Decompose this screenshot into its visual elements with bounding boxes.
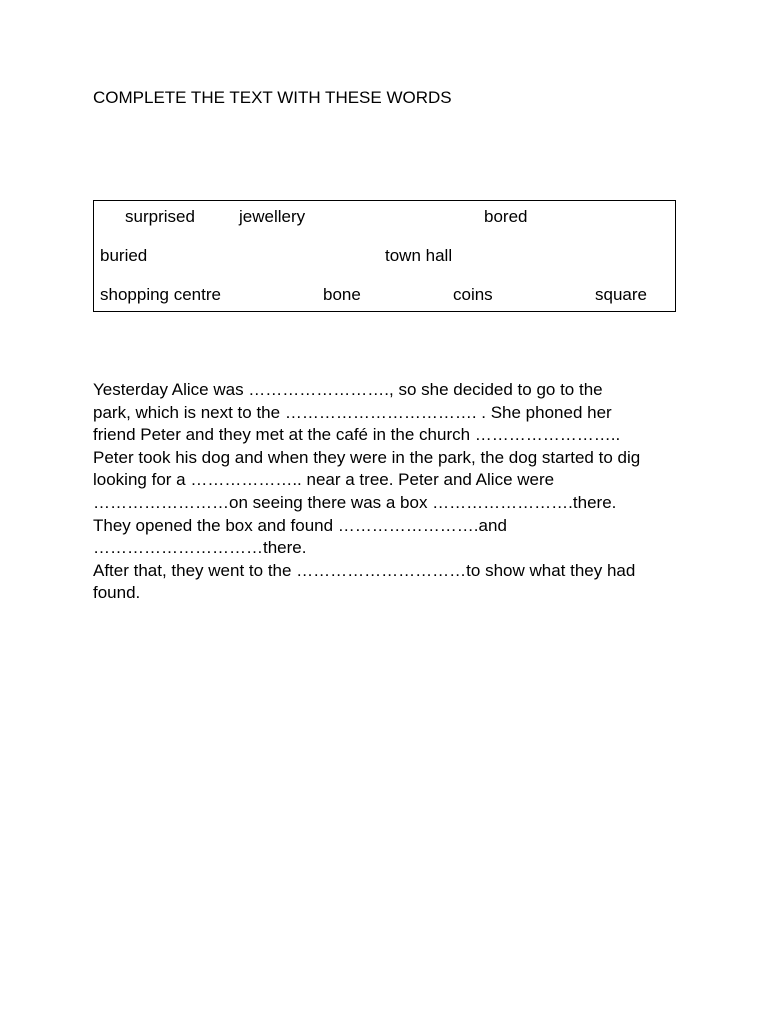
word-bank-item: coins <box>453 285 493 304</box>
passage-line: park, which is next to the ……………………………. . She phoned her <box>93 402 612 422</box>
passage-line: Yesterday Alice was ……………………., so she decided to go to the <box>93 380 603 399</box>
passage-line: found. <box>93 583 141 603</box>
word-bank-item: shopping centre <box>100 285 221 304</box>
word-bank-item: jewellery <box>239 207 306 226</box>
page-title: COMPLETE THE TEXT WITH THESE WORDS <box>93 88 452 107</box>
passage-line: They opened the box and found …………………….and <box>93 515 507 535</box>
passage-line: friend Peter and they met at the café in the church …………………….. <box>93 425 621 445</box>
word-bank-item: bone <box>323 285 361 304</box>
passage-line: looking for a ……………….. near a tree. Peter and Alice were <box>93 470 555 490</box>
word-bank-item: bored <box>484 207 528 226</box>
word-bank-item: town hall <box>385 246 453 265</box>
word-bank-item: surprised <box>125 207 195 226</box>
passage-line: Peter took his dog and when they were in the park, the dog started to dig <box>93 447 641 467</box>
word-bank-item: buried <box>100 246 148 265</box>
passage-line: ……………………on seeing there was a box …………………….there. <box>93 492 617 512</box>
passage-line: …………………………there. <box>93 538 307 558</box>
passage-line: After that, they went to the …………………………to show what they had <box>93 560 636 580</box>
cloze-passage <box>93 379 683 605</box>
word-bank-box <box>93 200 676 312</box>
word-bank-item: square <box>595 285 647 304</box>
